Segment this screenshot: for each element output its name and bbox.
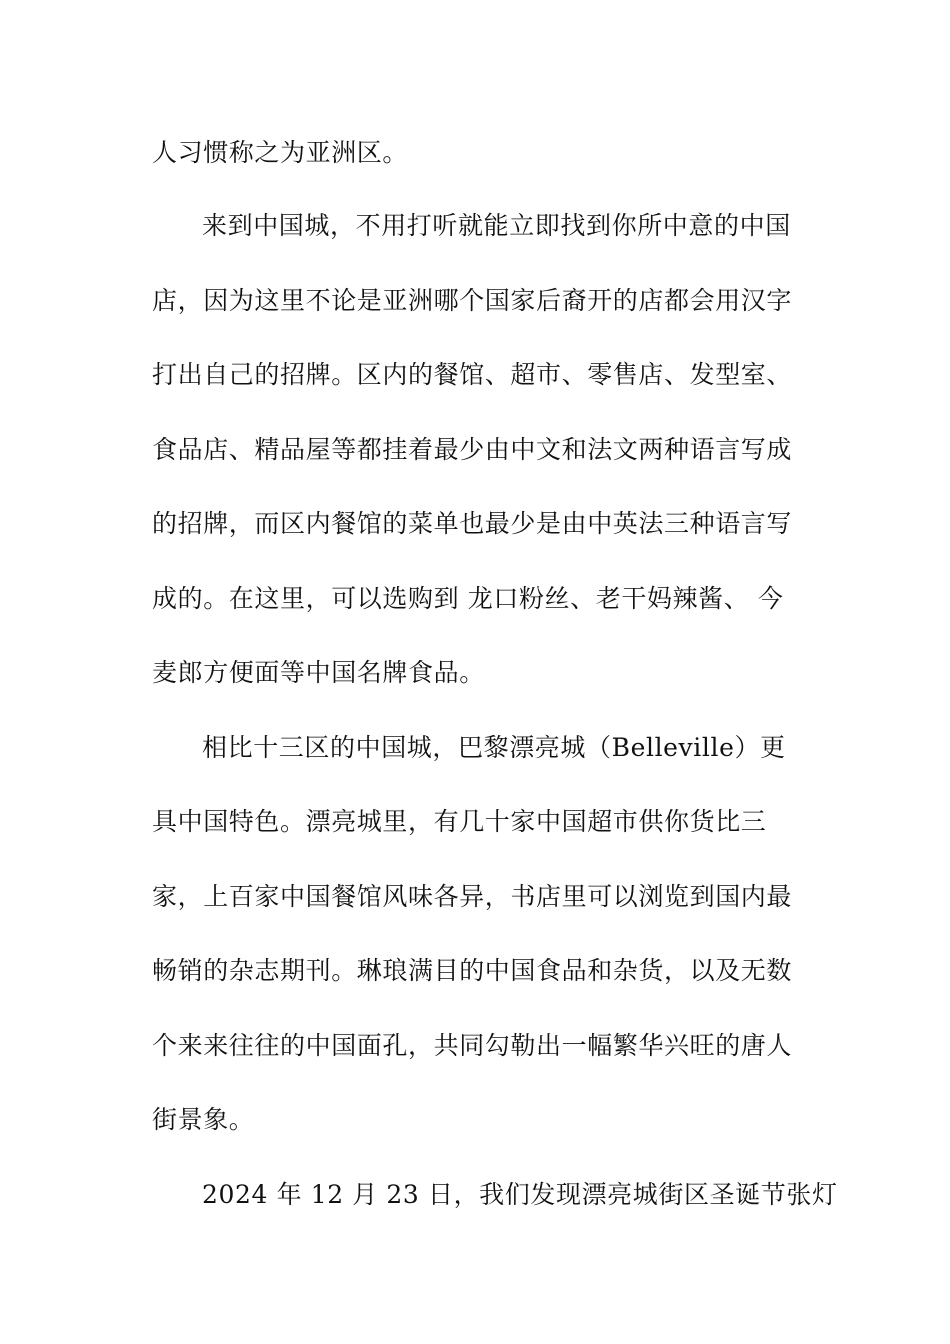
- paragraph-line: 的招牌，而区内餐馆的菜单也最少是由中英法三种语言写: [152, 509, 793, 538]
- paragraph-line: 个来来往往的中国面孔，共同勾勒出一幅繁华兴旺的唐人: [152, 1031, 793, 1060]
- paragraph-line: 食品店、精品屋等都挂着最少由中文和法文两种语言写成: [152, 435, 793, 464]
- paragraph-line: 来到中国城，不用打听就能立即找到你所中意的中国: [202, 211, 791, 240]
- paragraph-line: 街景象。: [152, 1105, 255, 1134]
- paragraph-line: 畅销的杂志期刊。琳琅满目的中国食品和杂货，以及无数: [152, 956, 793, 985]
- paragraph-line: 2024 年 12 月 23 日，我们发现漂亮城街区圣诞节张灯: [202, 1180, 838, 1209]
- paragraph-line: 店，因为这里不论是亚洲哪个国家后裔开的店都会用汉字: [152, 286, 793, 315]
- paragraph-line: 家，上百家中国餐馆风味各异，书店里可以浏览到国内最: [152, 882, 793, 911]
- paragraph-line: 人习惯称之为亚洲区。: [152, 138, 409, 167]
- paragraph-line: 相比十三区的中国城，巴黎漂亮城（Belleville）更: [202, 733, 786, 762]
- paragraph-line: 具中国特色。漂亮城里，有几十家中国超市供你货比三: [152, 807, 767, 836]
- paragraph-line: 麦郎方便面等中国名牌食品。: [152, 658, 485, 687]
- paragraph-line: 成的。在这里，可以选购到 龙口粉丝、老干妈辣酱、 今: [152, 584, 784, 613]
- paragraph-line: 打出自己的招牌。区内的餐馆、超市、零售店、发型室、: [152, 360, 793, 389]
